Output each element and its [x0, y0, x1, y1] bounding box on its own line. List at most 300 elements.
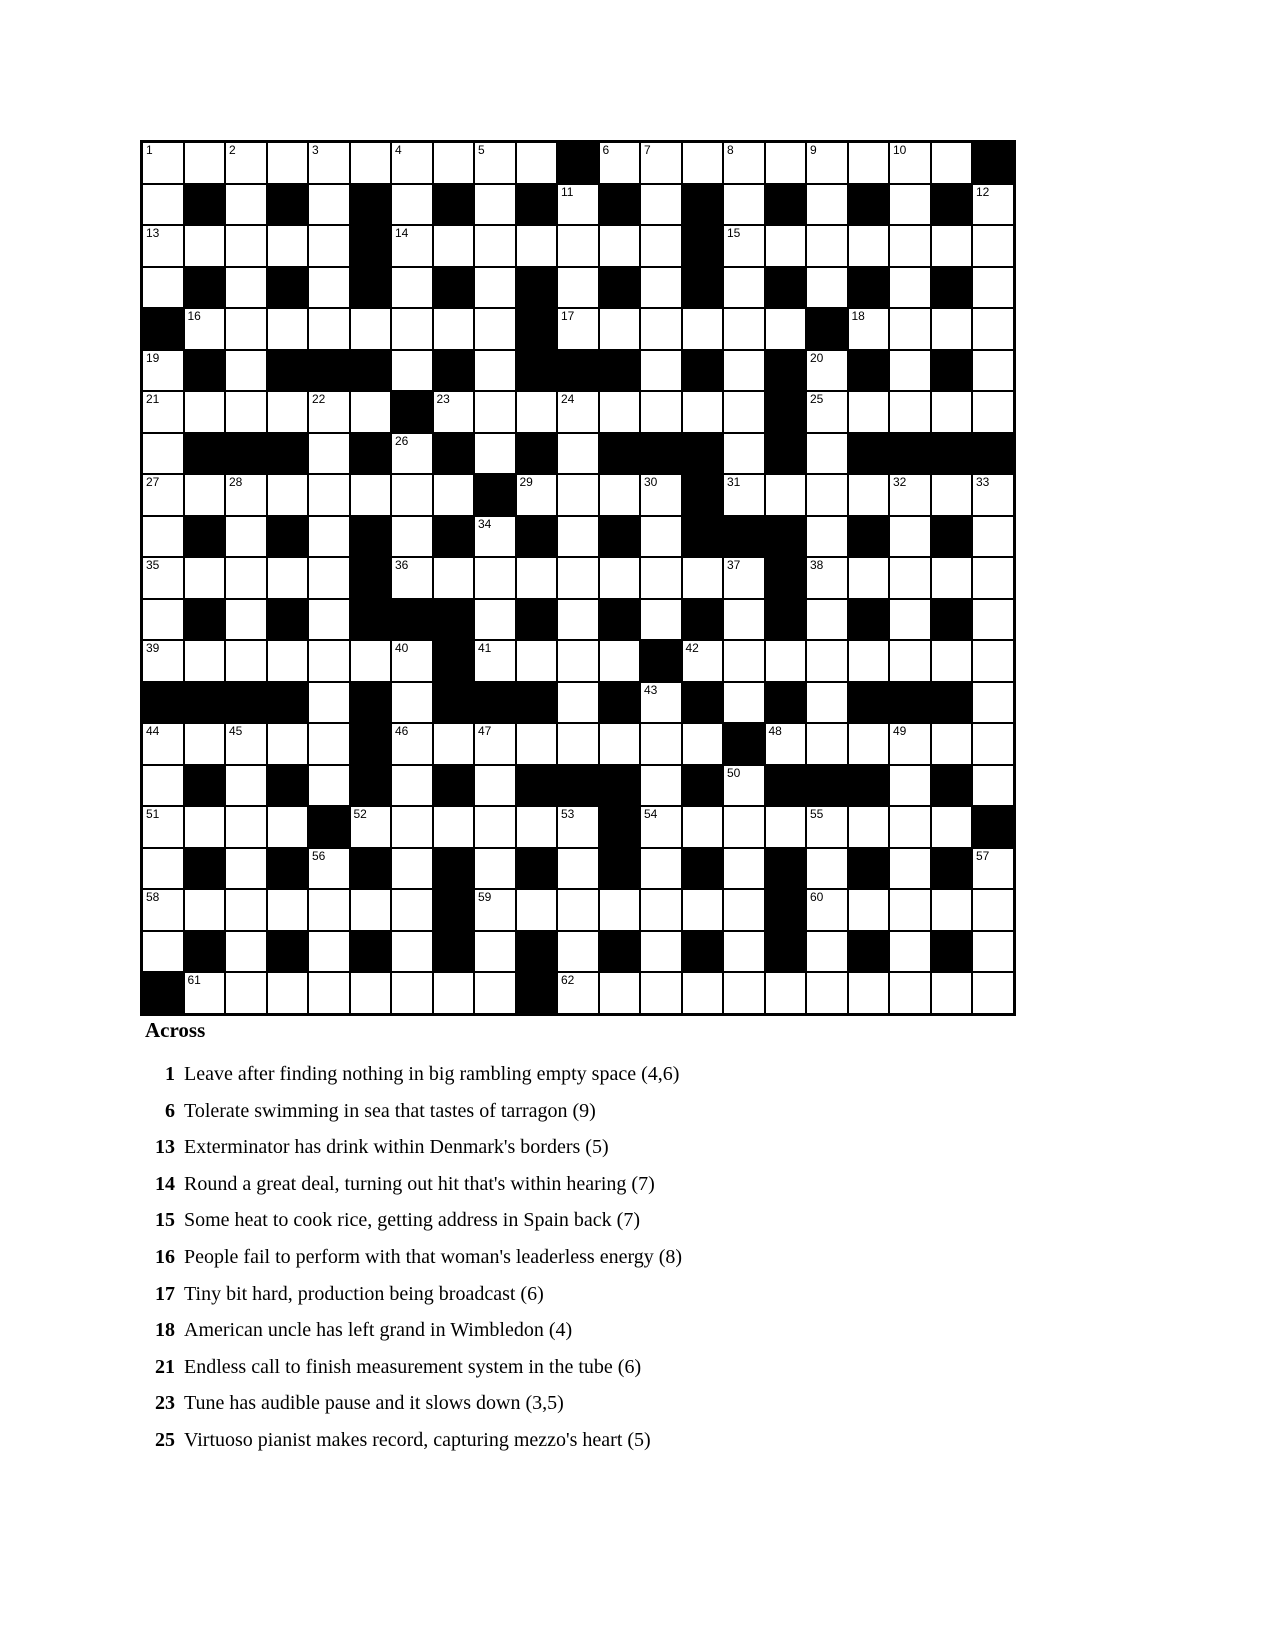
- white-cell[interactable]: [972, 350, 1014, 392]
- white-cell[interactable]: [308, 765, 350, 807]
- white-cell[interactable]: [516, 889, 558, 931]
- white-cell[interactable]: [806, 474, 848, 516]
- white-cell[interactable]: [350, 889, 392, 931]
- white-cell[interactable]: [848, 225, 890, 267]
- white-cell[interactable]: [225, 557, 267, 599]
- white-cell[interactable]: [391, 350, 433, 392]
- white-cell[interactable]: [391, 516, 433, 558]
- white-cell[interactable]: [474, 931, 516, 973]
- white-cell[interactable]: [142, 350, 184, 392]
- white-cell[interactable]: [308, 433, 350, 475]
- white-cell[interactable]: [889, 142, 931, 184]
- white-cell[interactable]: [972, 267, 1014, 309]
- white-cell[interactable]: [142, 889, 184, 931]
- white-cell[interactable]: [723, 391, 765, 433]
- white-cell[interactable]: [350, 972, 392, 1014]
- white-cell[interactable]: [557, 972, 599, 1014]
- white-cell[interactable]: [516, 557, 558, 599]
- white-cell[interactable]: [931, 308, 973, 350]
- white-cell[interactable]: [640, 599, 682, 641]
- white-cell[interactable]: [474, 142, 516, 184]
- white-cell[interactable]: [308, 682, 350, 724]
- white-cell[interactable]: [474, 972, 516, 1014]
- white-cell[interactable]: [640, 391, 682, 433]
- white-cell[interactable]: [225, 848, 267, 890]
- white-cell[interactable]: [557, 889, 599, 931]
- white-cell[interactable]: [516, 391, 558, 433]
- white-cell[interactable]: [723, 889, 765, 931]
- white-cell[interactable]: [474, 765, 516, 807]
- white-cell[interactable]: [682, 806, 724, 848]
- white-cell[interactable]: [806, 350, 848, 392]
- white-cell[interactable]: [889, 225, 931, 267]
- white-cell[interactable]: [184, 557, 226, 599]
- white-cell[interactable]: [848, 391, 890, 433]
- white-cell[interactable]: [640, 972, 682, 1014]
- white-cell[interactable]: [225, 267, 267, 309]
- white-cell[interactable]: [931, 889, 973, 931]
- white-cell[interactable]: [557, 640, 599, 682]
- white-cell[interactable]: [184, 640, 226, 682]
- white-cell[interactable]: [972, 557, 1014, 599]
- white-cell[interactable]: [557, 682, 599, 724]
- white-cell[interactable]: [391, 308, 433, 350]
- white-cell[interactable]: [557, 474, 599, 516]
- white-cell[interactable]: [640, 267, 682, 309]
- white-cell[interactable]: [308, 557, 350, 599]
- white-cell[interactable]: [889, 640, 931, 682]
- white-cell[interactable]: [308, 640, 350, 682]
- white-cell[interactable]: [889, 723, 931, 765]
- white-cell[interactable]: [142, 557, 184, 599]
- white-cell[interactable]: [474, 806, 516, 848]
- white-cell[interactable]: [391, 640, 433, 682]
- white-cell[interactable]: [806, 806, 848, 848]
- white-cell[interactable]: [433, 225, 475, 267]
- white-cell[interactable]: [723, 308, 765, 350]
- white-cell[interactable]: [433, 474, 475, 516]
- white-cell[interactable]: [723, 972, 765, 1014]
- white-cell[interactable]: [474, 516, 516, 558]
- white-cell[interactable]: [682, 889, 724, 931]
- white-cell[interactable]: [723, 474, 765, 516]
- white-cell[interactable]: [225, 308, 267, 350]
- white-cell[interactable]: [474, 225, 516, 267]
- white-cell[interactable]: [433, 391, 475, 433]
- white-cell[interactable]: [433, 308, 475, 350]
- white-cell[interactable]: [972, 848, 1014, 890]
- white-cell[interactable]: [848, 308, 890, 350]
- white-cell[interactable]: [225, 889, 267, 931]
- white-cell[interactable]: [557, 267, 599, 309]
- white-cell[interactable]: [931, 557, 973, 599]
- white-cell[interactable]: [308, 599, 350, 641]
- white-cell[interactable]: [848, 474, 890, 516]
- white-cell[interactable]: [640, 516, 682, 558]
- white-cell[interactable]: [972, 225, 1014, 267]
- white-cell[interactable]: [889, 931, 931, 973]
- white-cell[interactable]: [142, 142, 184, 184]
- white-cell[interactable]: [972, 640, 1014, 682]
- white-cell[interactable]: [350, 806, 392, 848]
- white-cell[interactable]: [516, 474, 558, 516]
- white-cell[interactable]: [557, 433, 599, 475]
- white-cell[interactable]: [142, 806, 184, 848]
- white-cell[interactable]: [765, 972, 807, 1014]
- white-cell[interactable]: [806, 599, 848, 641]
- white-cell[interactable]: [972, 972, 1014, 1014]
- white-cell[interactable]: [682, 640, 724, 682]
- white-cell[interactable]: [640, 806, 682, 848]
- white-cell[interactable]: [225, 599, 267, 641]
- white-cell[interactable]: [765, 308, 807, 350]
- white-cell[interactable]: [806, 931, 848, 973]
- white-cell[interactable]: [889, 516, 931, 558]
- white-cell[interactable]: [391, 848, 433, 890]
- white-cell[interactable]: [142, 723, 184, 765]
- white-cell[interactable]: [391, 225, 433, 267]
- white-cell[interactable]: [806, 391, 848, 433]
- white-cell[interactable]: [308, 723, 350, 765]
- white-cell[interactable]: [184, 391, 226, 433]
- white-cell[interactable]: [267, 889, 309, 931]
- white-cell[interactable]: [142, 765, 184, 807]
- white-cell[interactable]: [889, 972, 931, 1014]
- white-cell[interactable]: [599, 889, 641, 931]
- white-cell[interactable]: [765, 640, 807, 682]
- white-cell[interactable]: [225, 806, 267, 848]
- white-cell[interactable]: [557, 516, 599, 558]
- white-cell[interactable]: [723, 350, 765, 392]
- white-cell[interactable]: [308, 931, 350, 973]
- white-cell[interactable]: [972, 391, 1014, 433]
- white-cell[interactable]: [433, 806, 475, 848]
- white-cell[interactable]: [765, 806, 807, 848]
- white-cell[interactable]: [184, 225, 226, 267]
- white-cell[interactable]: [889, 889, 931, 931]
- white-cell[interactable]: [350, 474, 392, 516]
- white-cell[interactable]: [640, 889, 682, 931]
- white-cell[interactable]: [391, 557, 433, 599]
- white-cell[interactable]: [806, 972, 848, 1014]
- white-cell[interactable]: [267, 474, 309, 516]
- white-cell[interactable]: [682, 723, 724, 765]
- white-cell[interactable]: [474, 889, 516, 931]
- white-cell[interactable]: [723, 765, 765, 807]
- white-cell[interactable]: [889, 765, 931, 807]
- white-cell[interactable]: [267, 557, 309, 599]
- white-cell[interactable]: [225, 391, 267, 433]
- white-cell[interactable]: [225, 142, 267, 184]
- white-cell[interactable]: [225, 972, 267, 1014]
- white-cell[interactable]: [640, 682, 682, 724]
- white-cell[interactable]: [806, 682, 848, 724]
- white-cell[interactable]: [225, 765, 267, 807]
- white-cell[interactable]: [806, 433, 848, 475]
- white-cell[interactable]: [350, 640, 392, 682]
- white-cell[interactable]: [723, 931, 765, 973]
- white-cell[interactable]: [142, 433, 184, 475]
- white-cell[interactable]: [723, 806, 765, 848]
- white-cell[interactable]: [931, 142, 973, 184]
- white-cell[interactable]: [225, 474, 267, 516]
- white-cell[interactable]: [391, 184, 433, 226]
- white-cell[interactable]: [142, 225, 184, 267]
- white-cell[interactable]: [308, 142, 350, 184]
- white-cell[interactable]: [516, 640, 558, 682]
- white-cell[interactable]: [806, 184, 848, 226]
- white-cell[interactable]: [640, 142, 682, 184]
- white-cell[interactable]: [474, 350, 516, 392]
- white-cell[interactable]: [474, 267, 516, 309]
- white-cell[interactable]: [972, 474, 1014, 516]
- white-cell[interactable]: [474, 599, 516, 641]
- white-cell[interactable]: [474, 848, 516, 890]
- white-cell[interactable]: [889, 308, 931, 350]
- white-cell[interactable]: [308, 184, 350, 226]
- white-cell[interactable]: [557, 599, 599, 641]
- white-cell[interactable]: [806, 142, 848, 184]
- white-cell[interactable]: [474, 308, 516, 350]
- white-cell[interactable]: [848, 972, 890, 1014]
- white-cell[interactable]: [972, 308, 1014, 350]
- white-cell[interactable]: [972, 765, 1014, 807]
- white-cell[interactable]: [682, 557, 724, 599]
- white-cell[interactable]: [806, 723, 848, 765]
- white-cell[interactable]: [723, 267, 765, 309]
- white-cell[interactable]: [142, 474, 184, 516]
- white-cell[interactable]: [308, 516, 350, 558]
- white-cell[interactable]: [889, 599, 931, 641]
- white-cell[interactable]: [308, 391, 350, 433]
- white-cell[interactable]: [267, 972, 309, 1014]
- white-cell[interactable]: [225, 350, 267, 392]
- white-cell[interactable]: [225, 640, 267, 682]
- white-cell[interactable]: [474, 391, 516, 433]
- white-cell[interactable]: [391, 474, 433, 516]
- white-cell[interactable]: [931, 806, 973, 848]
- white-cell[interactable]: [889, 267, 931, 309]
- white-cell[interactable]: [972, 889, 1014, 931]
- white-cell[interactable]: [557, 225, 599, 267]
- white-cell[interactable]: [599, 972, 641, 1014]
- white-cell[interactable]: [184, 142, 226, 184]
- white-cell[interactable]: [142, 848, 184, 890]
- white-cell[interactable]: [433, 142, 475, 184]
- white-cell[interactable]: [765, 142, 807, 184]
- white-cell[interactable]: [350, 142, 392, 184]
- white-cell[interactable]: [765, 225, 807, 267]
- white-cell[interactable]: [142, 267, 184, 309]
- white-cell[interactable]: [433, 723, 475, 765]
- white-cell[interactable]: [723, 225, 765, 267]
- white-cell[interactable]: [599, 474, 641, 516]
- white-cell[interactable]: [640, 225, 682, 267]
- white-cell[interactable]: [391, 889, 433, 931]
- white-cell[interactable]: [723, 142, 765, 184]
- white-cell[interactable]: [931, 640, 973, 682]
- white-cell[interactable]: [184, 474, 226, 516]
- white-cell[interactable]: [557, 557, 599, 599]
- white-cell[interactable]: [599, 308, 641, 350]
- white-cell[interactable]: [972, 682, 1014, 724]
- white-cell[interactable]: [474, 433, 516, 475]
- white-cell[interactable]: [557, 308, 599, 350]
- white-cell[interactable]: [599, 640, 641, 682]
- white-cell[interactable]: [972, 516, 1014, 558]
- white-cell[interactable]: [682, 391, 724, 433]
- white-cell[interactable]: [142, 931, 184, 973]
- white-cell[interactable]: [391, 142, 433, 184]
- white-cell[interactable]: [267, 391, 309, 433]
- white-cell[interactable]: [640, 308, 682, 350]
- white-cell[interactable]: [640, 557, 682, 599]
- white-cell[interactable]: [557, 931, 599, 973]
- white-cell[interactable]: [391, 682, 433, 724]
- white-cell[interactable]: [184, 889, 226, 931]
- white-cell[interactable]: [391, 806, 433, 848]
- white-cell[interactable]: [723, 640, 765, 682]
- white-cell[interactable]: [889, 557, 931, 599]
- white-cell[interactable]: [806, 225, 848, 267]
- white-cell[interactable]: [142, 391, 184, 433]
- white-cell[interactable]: [889, 184, 931, 226]
- white-cell[interactable]: [806, 889, 848, 931]
- white-cell[interactable]: [640, 184, 682, 226]
- white-cell[interactable]: [599, 723, 641, 765]
- white-cell[interactable]: [184, 972, 226, 1014]
- white-cell[interactable]: [308, 225, 350, 267]
- white-cell[interactable]: [806, 516, 848, 558]
- white-cell[interactable]: [267, 225, 309, 267]
- white-cell[interactable]: [806, 267, 848, 309]
- white-cell[interactable]: [474, 723, 516, 765]
- white-cell[interactable]: [848, 142, 890, 184]
- white-cell[interactable]: [599, 391, 641, 433]
- white-cell[interactable]: [640, 474, 682, 516]
- white-cell[interactable]: [889, 474, 931, 516]
- white-cell[interactable]: [308, 474, 350, 516]
- white-cell[interactable]: [972, 931, 1014, 973]
- white-cell[interactable]: [391, 972, 433, 1014]
- white-cell[interactable]: [516, 142, 558, 184]
- white-cell[interactable]: [682, 142, 724, 184]
- white-cell[interactable]: [391, 267, 433, 309]
- white-cell[interactable]: [516, 806, 558, 848]
- white-cell[interactable]: [308, 267, 350, 309]
- white-cell[interactable]: [391, 723, 433, 765]
- white-cell[interactable]: [308, 889, 350, 931]
- white-cell[interactable]: [225, 516, 267, 558]
- white-cell[interactable]: [350, 391, 392, 433]
- white-cell[interactable]: [516, 225, 558, 267]
- white-cell[interactable]: [889, 391, 931, 433]
- white-cell[interactable]: [225, 723, 267, 765]
- white-cell[interactable]: [142, 516, 184, 558]
- white-cell[interactable]: [931, 972, 973, 1014]
- white-cell[interactable]: [848, 640, 890, 682]
- white-cell[interactable]: [391, 433, 433, 475]
- white-cell[interactable]: [474, 557, 516, 599]
- white-cell[interactable]: [640, 723, 682, 765]
- white-cell[interactable]: [557, 723, 599, 765]
- white-cell[interactable]: [848, 723, 890, 765]
- white-cell[interactable]: [557, 391, 599, 433]
- white-cell[interactable]: [350, 308, 392, 350]
- white-cell[interactable]: [225, 931, 267, 973]
- white-cell[interactable]: [765, 723, 807, 765]
- white-cell[interactable]: [682, 308, 724, 350]
- white-cell[interactable]: [267, 806, 309, 848]
- white-cell[interactable]: [308, 972, 350, 1014]
- white-cell[interactable]: [723, 184, 765, 226]
- white-cell[interactable]: [848, 889, 890, 931]
- white-cell[interactable]: [308, 308, 350, 350]
- white-cell[interactable]: [474, 184, 516, 226]
- white-cell[interactable]: [391, 931, 433, 973]
- white-cell[interactable]: [640, 765, 682, 807]
- white-cell[interactable]: [806, 640, 848, 682]
- white-cell[interactable]: [516, 723, 558, 765]
- white-cell[interactable]: [931, 391, 973, 433]
- white-cell[interactable]: [391, 765, 433, 807]
- white-cell[interactable]: [972, 184, 1014, 226]
- white-cell[interactable]: [557, 184, 599, 226]
- white-cell[interactable]: [267, 142, 309, 184]
- white-cell[interactable]: [931, 723, 973, 765]
- white-cell[interactable]: [474, 640, 516, 682]
- white-cell[interactable]: [142, 184, 184, 226]
- white-cell[interactable]: [267, 723, 309, 765]
- white-cell[interactable]: [267, 640, 309, 682]
- white-cell[interactable]: [723, 599, 765, 641]
- white-cell[interactable]: [225, 184, 267, 226]
- white-cell[interactable]: [308, 848, 350, 890]
- white-cell[interactable]: [931, 474, 973, 516]
- white-cell[interactable]: [806, 848, 848, 890]
- white-cell[interactable]: [806, 557, 848, 599]
- white-cell[interactable]: [184, 723, 226, 765]
- white-cell[interactable]: [599, 225, 641, 267]
- white-cell[interactable]: [889, 806, 931, 848]
- white-cell[interactable]: [599, 557, 641, 599]
- white-cell[interactable]: [640, 931, 682, 973]
- white-cell[interactable]: [142, 640, 184, 682]
- white-cell[interactable]: [557, 848, 599, 890]
- white-cell[interactable]: [848, 806, 890, 848]
- white-cell[interactable]: [640, 350, 682, 392]
- white-cell[interactable]: [723, 433, 765, 475]
- white-cell[interactable]: [433, 972, 475, 1014]
- white-cell[interactable]: [765, 474, 807, 516]
- white-cell[interactable]: [433, 557, 475, 599]
- white-cell[interactable]: [682, 972, 724, 1014]
- white-cell[interactable]: [184, 308, 226, 350]
- white-cell[interactable]: [557, 806, 599, 848]
- white-cell[interactable]: [225, 225, 267, 267]
- white-cell[interactable]: [640, 848, 682, 890]
- white-cell[interactable]: [972, 723, 1014, 765]
- white-cell[interactable]: [889, 350, 931, 392]
- white-cell[interactable]: [267, 308, 309, 350]
- white-cell[interactable]: [723, 848, 765, 890]
- white-cell[interactable]: [848, 557, 890, 599]
- white-cell[interactable]: [723, 682, 765, 724]
- white-cell[interactable]: [889, 848, 931, 890]
- white-cell[interactable]: [723, 557, 765, 599]
- white-cell[interactable]: [142, 599, 184, 641]
- white-cell[interactable]: [972, 599, 1014, 641]
